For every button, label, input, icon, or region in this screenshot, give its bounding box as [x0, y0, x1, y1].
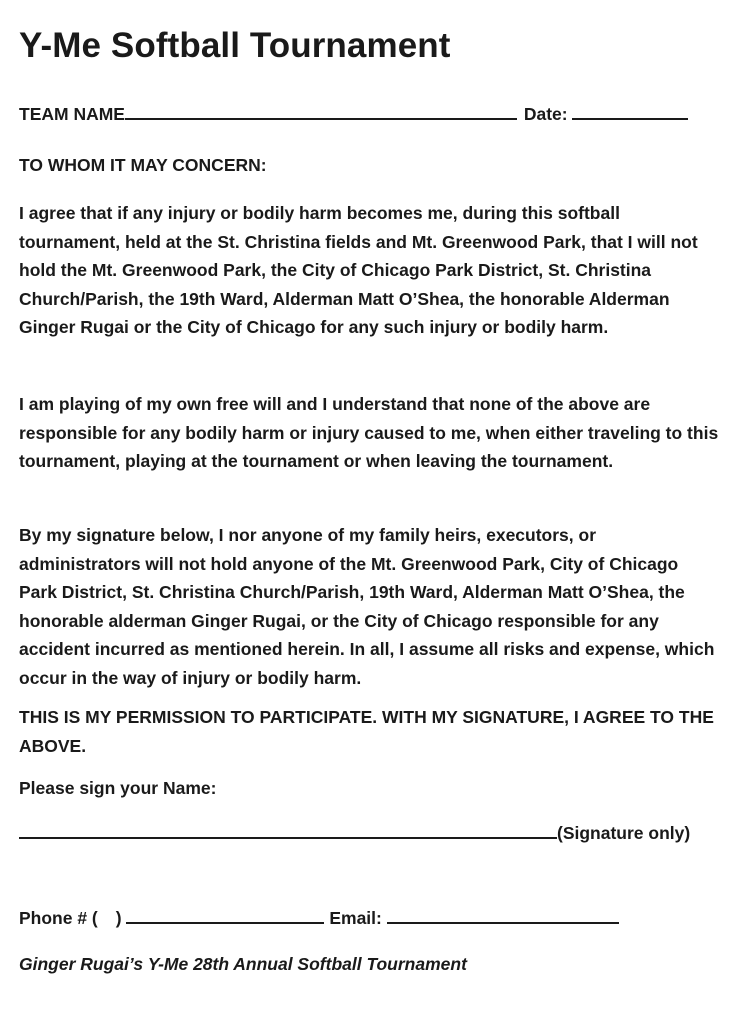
team-date-row — [19, 102, 688, 124]
date-label: Date: — [523, 104, 568, 124]
salutation: TO WHOM IT MAY CONCERN: — [19, 155, 267, 175]
signature-note: (Signature only) — [557, 823, 691, 843]
paragraph-injury: I agree that if any injury or bodily harm becomes me, during this softball tournament, held at the St. Christina fields and Mt. Greenwood Park, that I will not hold the Mt. Greenwood Park, the City of Chicago Park District, St. Christina Church/Parish, the 19th Ward, Alderman Matt O’Shea, the honorable Alderman Ginger Rugai or the City of Chicago for any such injury or bodily harm. — [19, 203, 698, 337]
paragraph-free-will: I am playing of my own free will and I understand that none of the above are responsible for any bodily harm or injury caused to me, when either traveling to this tournament, playing at the tournament or when leaving the tournament. — [19, 394, 719, 471]
phone-close: ) — [115, 908, 122, 928]
contact-row — [19, 906, 619, 928]
email-field[interactable] — [387, 906, 619, 924]
page-title: Y-Me Softball Tournament — [19, 26, 451, 65]
phone-label: Phone # ( — [19, 908, 98, 928]
signature-row — [19, 821, 690, 843]
footer-note: Ginger Rugai’s Y-Me 28th Annual Softball Tournament — [19, 954, 467, 974]
phone-field[interactable] — [126, 906, 324, 924]
team-name-label: TEAM NAME — [19, 104, 125, 124]
date-field[interactable] — [572, 102, 688, 120]
email-label: Email: — [329, 908, 382, 928]
team-name-field[interactable] — [125, 102, 517, 120]
sign-prompt: Please sign your Name: — [19, 778, 217, 798]
signature-field[interactable] — [19, 821, 557, 839]
paragraph-permission: THIS IS MY PERMISSION TO PARTICIPATE. WITH MY SIGNATURE, I AGREE TO THE ABOVE. — [19, 707, 714, 756]
paragraph-signature-terms: By my signature below, I nor anyone of my family heirs, executors, or administrators will not hold anyone of the Mt. Greenwood Park, City of Chicago Park District, St. Christina Church/Parish, 19th Ward, Alderman Matt O’Shea, the honorable alderman Ginger Rugai, or the City of Chicago responsible for any accident incurred as mentioned herein. In all, I assume all risks and expense, which occur in the way of injury or bodily harm. — [19, 525, 715, 688]
